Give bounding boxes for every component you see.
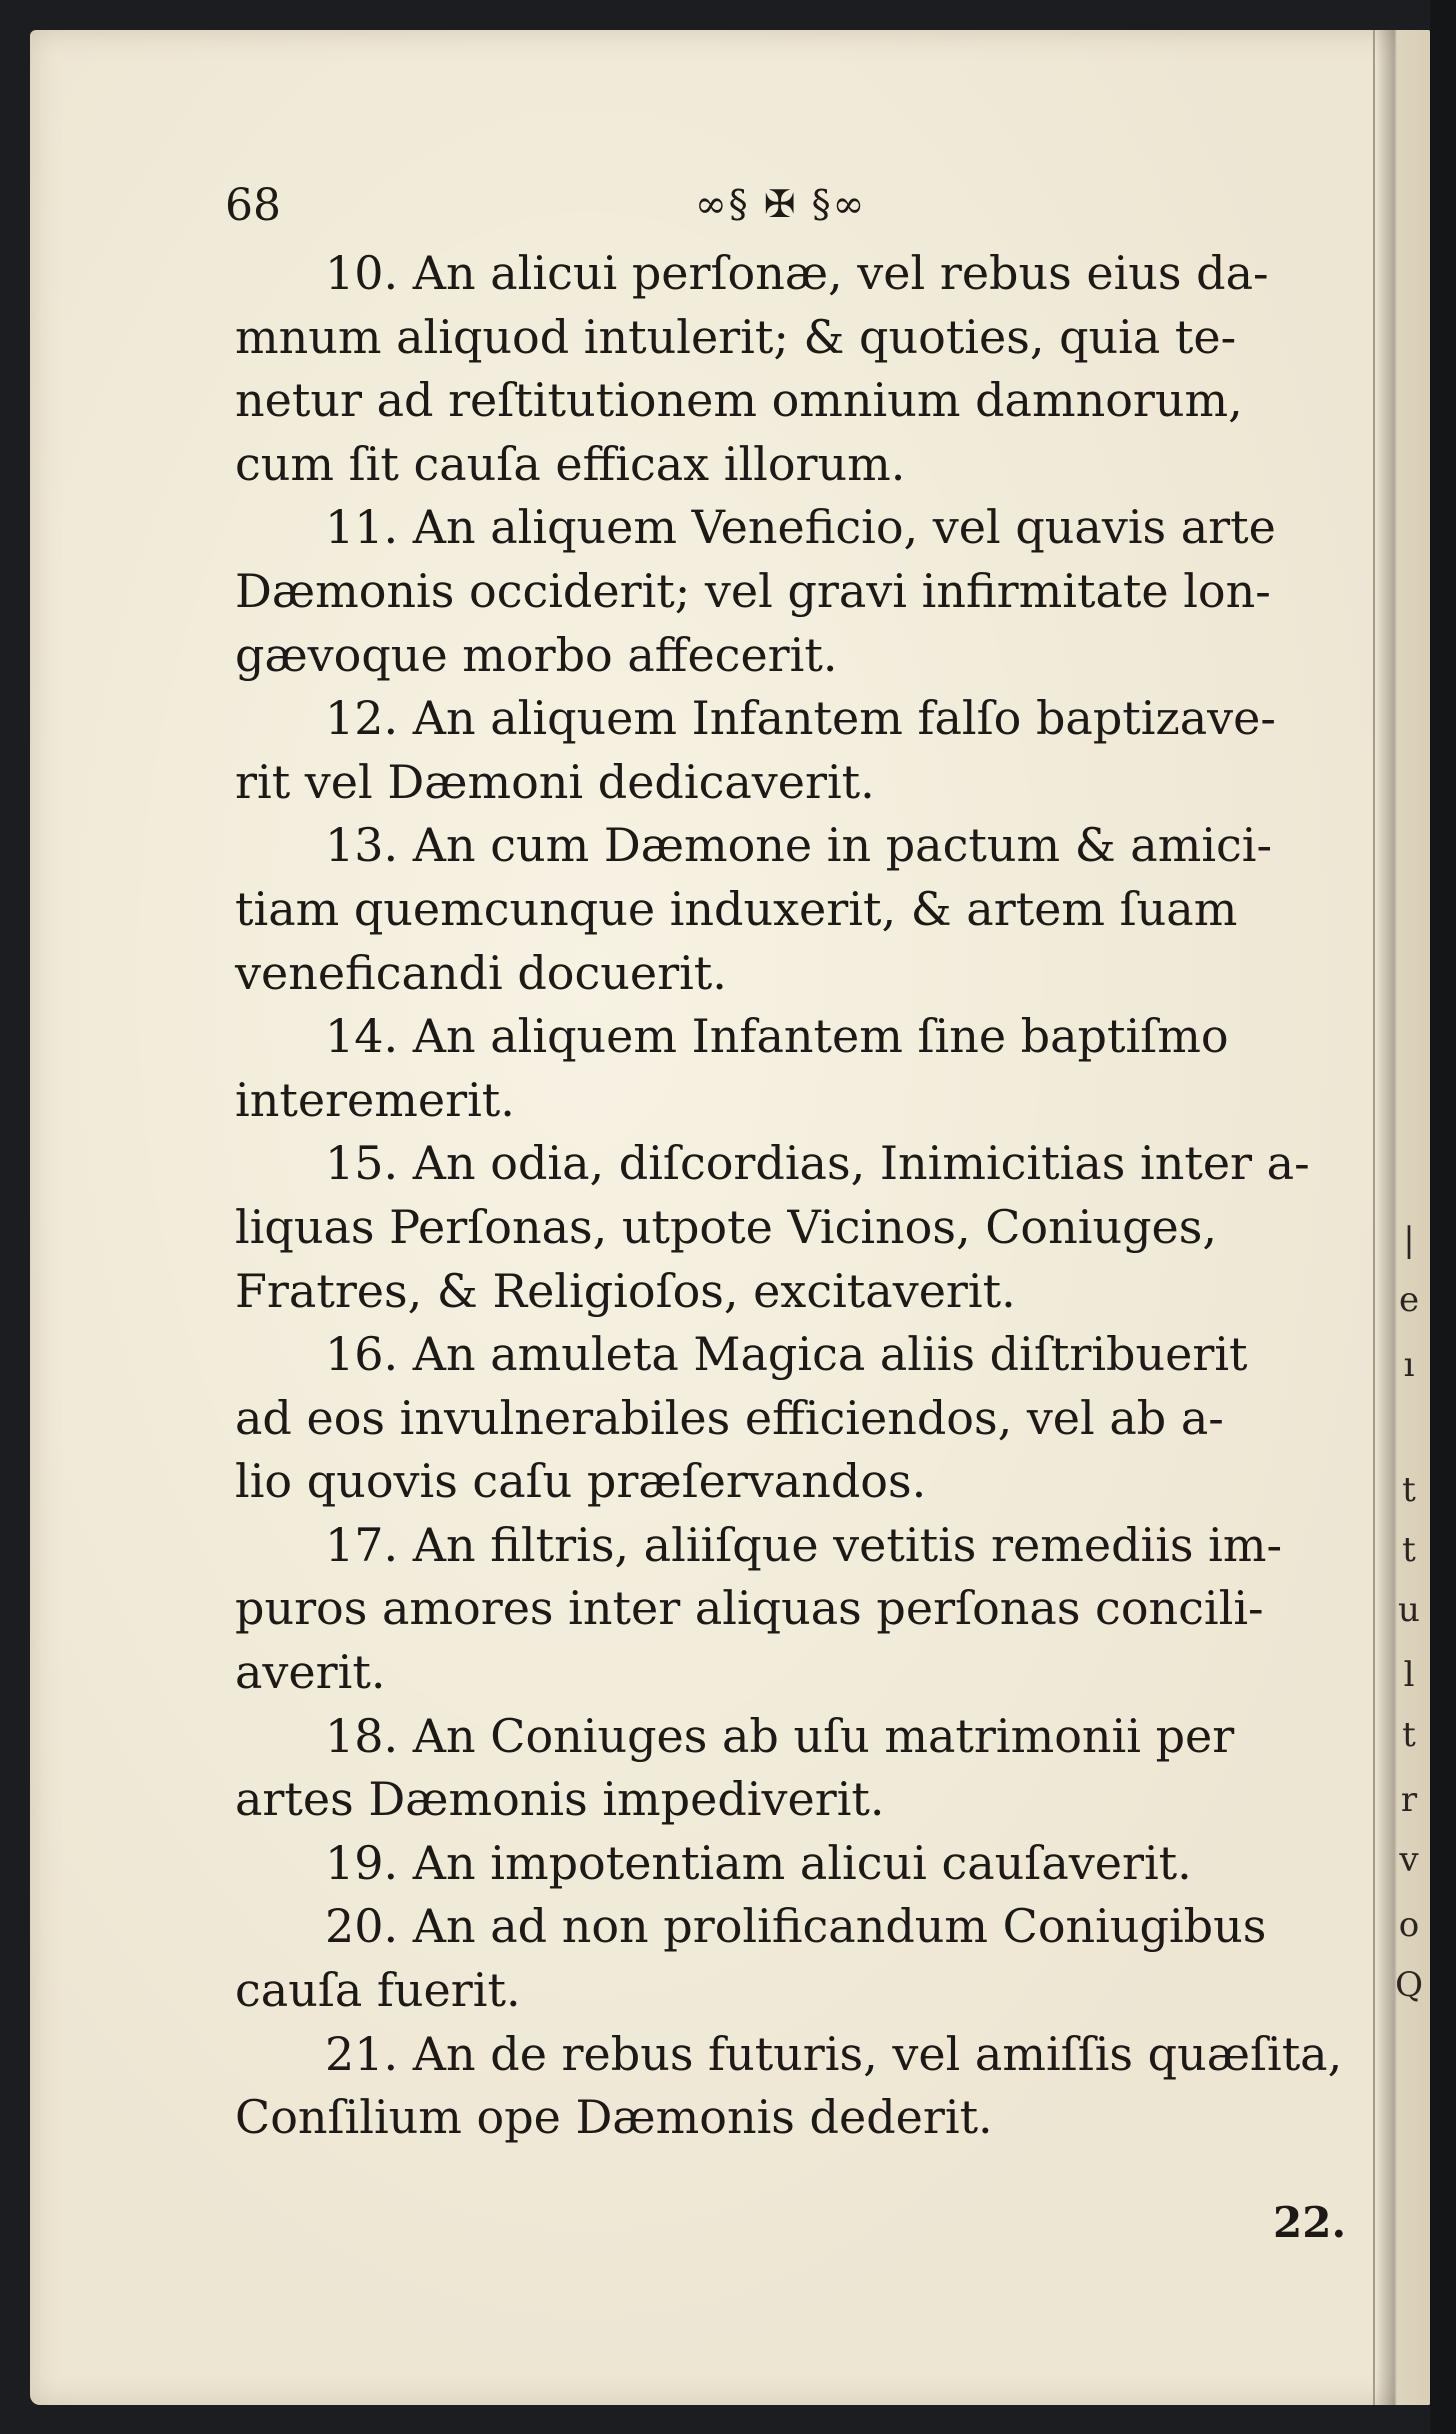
text-line: cauſa fuerit.: [235, 1963, 521, 2018]
page-number: 68: [225, 180, 281, 231]
text-line: 20. An ad non prolificandum Coniugibus: [325, 1899, 1267, 1954]
text-line: rit vel Dæmoni dedicaverit.: [235, 754, 875, 809]
facing-page-edge: [1373, 30, 1430, 2405]
facing-page-letter: u: [1398, 1590, 1420, 1630]
text-line: mnum aliquod intulerit; & quoties, quia te-: [235, 309, 1237, 364]
binding-edge: [1430, 0, 1456, 2434]
page-header: [225, 180, 1325, 240]
text-line: 13. An cum Dæmone in pactum & amici-: [325, 818, 1273, 873]
text-line: 15. An odia, diſcordias, Inimicitias inter a-: [325, 1136, 1310, 1191]
book-page: [30, 30, 1430, 2405]
facing-page-letter: ı: [1403, 1345, 1415, 1385]
facing-page-letter: |: [1403, 1220, 1415, 1260]
text-line: lio quovis caſu præſervandos.: [235, 1454, 927, 1509]
text-block: [235, 242, 1430, 2150]
facing-page-letter: Q: [1395, 1965, 1423, 2005]
text-line: interemerit.: [235, 1072, 515, 1127]
text-line: Fratres, & Religioſos, excitaverit.: [235, 1263, 1016, 1318]
facing-page-letter: o: [1398, 1905, 1420, 1945]
text-line: artes Dæmonis impediverit.: [235, 1772, 885, 1827]
text-line: Dæmonis occiderit; vel gravi infirmitate lon-: [235, 563, 1271, 618]
facing-page-letter: t: [1402, 1470, 1416, 1510]
text-line: ad eos invulnerabiles efficiendos, vel ab a-: [235, 1390, 1224, 1445]
facing-page-letter: r: [1400, 1780, 1418, 1820]
text-line: 21. An de rebus futuris, vel amiſſis quæſita,: [325, 2026, 1343, 2081]
facing-page-letter: l: [1403, 1655, 1415, 1695]
text-line: 11. An aliquem Veneficio, vel quavis arte: [325, 500, 1276, 555]
facing-page-letter: t: [1402, 1715, 1416, 1755]
text-line: 16. An amuleta Magica aliis diſtribuerit: [325, 1327, 1248, 1382]
text-line: 18. An Coniuges ab uſu matrimonii per: [325, 1708, 1235, 1763]
text-line: averit.: [235, 1645, 386, 1700]
text-line: 17. An filtris, aliiſque vetitis remediis im-: [325, 1517, 1283, 1572]
catchword: 22.: [1273, 2198, 1347, 2247]
header-ornament: ∞§ ✠ §∞: [695, 182, 867, 226]
facing-page-letter: t: [1402, 1530, 1416, 1570]
text-line: tiam quemcunque induxerit, & artem ſuam: [235, 881, 1238, 936]
text-line: veneficandi docuerit.: [235, 945, 727, 1000]
text-line: cum ſit cauſa efficax illorum.: [235, 436, 906, 491]
text-line: puros amores inter aliquas perſonas concili-: [235, 1581, 1264, 1636]
text-line: 12. An aliquem Infantem falſo baptizave-: [325, 691, 1276, 746]
text-line: 19. An impotentiam alicui cauſaverit.: [325, 1835, 1192, 1890]
text-line: Conſilium ope Dæmonis dederit.: [235, 2090, 993, 2145]
text-line: gævoque morbo affecerit.: [235, 627, 838, 682]
facing-page-letter: e: [1398, 1280, 1420, 1320]
text-line: 14. An aliquem Infantem ſine baptiſmo: [325, 1009, 1229, 1064]
text-line: 10. An alicui perſonæ, vel rebus eius da-: [325, 246, 1269, 300]
text-line: netur ad reſtitutionem omnium damnorum,: [235, 373, 1243, 428]
text-line: liquas Perſonas, utpote Vicinos, Coniuges,: [235, 1199, 1217, 1254]
facing-page-letter: v: [1399, 1840, 1419, 1880]
